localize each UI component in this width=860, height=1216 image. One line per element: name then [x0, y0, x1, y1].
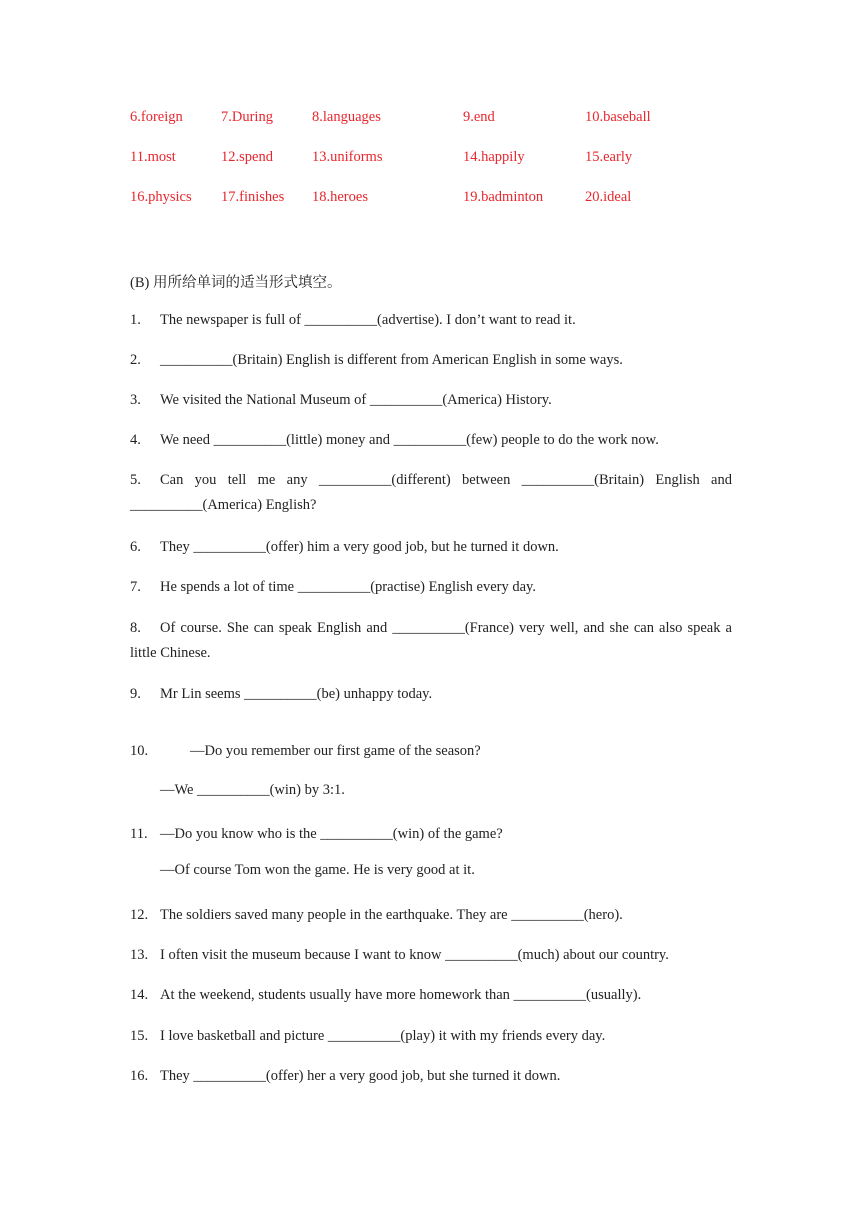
answer-item: 13.uniforms: [312, 149, 383, 165]
answer-item: 19.badminton: [463, 189, 544, 205]
question-number: 3.: [130, 392, 141, 408]
question-text: I often visit the museum because I want to know __________(much) about our country.: [160, 947, 669, 963]
question-text: They __________(offer) her a very good job, but she turned it down.: [160, 1068, 561, 1084]
question-number: 1.: [130, 312, 141, 328]
question-text: I love basketball and picture __________(play) it with my friends every day.: [160, 1028, 606, 1044]
question-text: —Do you remember our first game of the season?: [190, 743, 481, 759]
answer-item: 17.finishes: [221, 189, 285, 205]
question-text: Can you tell me any __________(different) between __________(Britain) English and __________(America) English?: [130, 472, 732, 513]
question-1: [130, 308, 732, 333]
question-16: [130, 1064, 732, 1089]
question-text: The soldiers saved many people in the earthquake. They are __________(hero).: [160, 907, 623, 923]
question-text: Mr Lin seems __________(be) unhappy today.: [160, 686, 433, 702]
question-7: [130, 575, 732, 600]
answer-item: 14.happily: [463, 149, 525, 165]
question-12: [130, 903, 732, 928]
answer-item: 20.ideal: [585, 189, 632, 205]
answer-item: 15.early: [585, 149, 633, 165]
question-number: 11.: [130, 826, 148, 842]
question-text: The newspaper is full of __________(advertise). I don’t want to read it.: [160, 312, 576, 328]
question-text: He spends a lot of time __________(practise) English every day.: [160, 579, 536, 595]
question-number: 2.: [130, 352, 141, 368]
question-text: __________(Britain) English is different from American English in some ways.: [160, 352, 623, 368]
answer-item: 7.During: [221, 109, 273, 125]
answer-item: 10.baseball: [585, 109, 651, 125]
question-3: [130, 388, 732, 413]
section-heading: (B) 用所给单词的适当形式填空。: [130, 275, 342, 291]
question-text: They __________(offer) him a very good job, but he turned it down.: [160, 539, 559, 555]
question-number: 7.: [130, 579, 141, 595]
question-number: 15.: [130, 1028, 149, 1044]
question-10-reply: —We __________(win) by 3:1.: [160, 782, 345, 798]
answer-item: 11.most: [130, 149, 176, 165]
question-11-reply: —Of course Tom won the game. He is very good at it.: [160, 862, 475, 878]
question-2: [130, 348, 732, 373]
question-5: [130, 468, 732, 518]
question-text: At the weekend, students usually have more homework than __________(usually).: [160, 987, 642, 1003]
question-10: [130, 739, 732, 764]
question-number: 9.: [130, 686, 141, 702]
answer-item: 9.end: [463, 109, 495, 125]
answer-item: 18.heroes: [312, 189, 368, 205]
answer-item: 6.foreign: [130, 109, 183, 125]
question-8: [130, 616, 732, 666]
question-15: [130, 1024, 732, 1049]
answer-item: 16.physics: [130, 189, 192, 205]
question-text: —Do you know who is the __________(win) of the game?: [160, 826, 503, 842]
question-14: [130, 983, 732, 1008]
question-number: 14.: [130, 987, 149, 1003]
question-number: 10.: [130, 743, 149, 759]
question-6: [130, 535, 732, 560]
question-text: We visited the National Museum of __________(America) History.: [160, 392, 552, 408]
question-11: [130, 822, 732, 847]
question-number: 13.: [130, 947, 149, 963]
question-9: [130, 682, 732, 707]
question-number: 5.: [130, 472, 141, 488]
question-text: Of course. She can speak English and __________(France) very well, and she can also speak a little Chinese.: [130, 620, 732, 661]
answer-item: 8.languages: [312, 109, 381, 125]
question-number: 16.: [130, 1068, 149, 1084]
answer-item: 12.spend: [221, 149, 273, 165]
question-number: 8.: [130, 620, 141, 636]
question-4: [130, 428, 732, 453]
question-number: 4.: [130, 432, 141, 448]
question-text: We need __________(little) money and __________(few) people to do the work now.: [160, 432, 659, 448]
question-13: [130, 943, 732, 968]
question-number: 6.: [130, 539, 141, 555]
question-number: 12.: [130, 907, 149, 923]
